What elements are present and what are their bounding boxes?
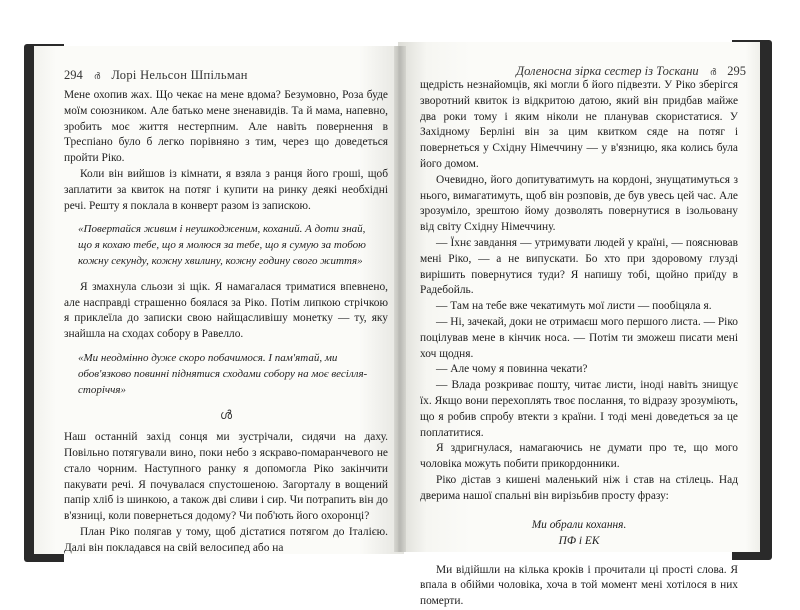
carved-initials: ПФ і ЕК	[558, 534, 600, 547]
running-title: Лорі Нельсон Шпільман	[111, 68, 248, 82]
paragraph: План Ріко полягав у тому, щоб дістатися потягом до Італією. Далі він покладався на свій велосипед або на	[64, 525, 388, 554]
page-number: 294	[64, 68, 83, 82]
paragraph: Ми відійшли на кілька кроків і прочитали ці прості слова. Я впала в обійми чоловіка, хоча в той момент мені хотілося в них померти.	[420, 563, 738, 608]
section-break-ornament-icon: ൾ	[219, 408, 233, 423]
paragraph: — Їхнє завдання — утримувати людей у країні, — пояснював мені Ріко, — а не випускати. Бо хто при здоровому глузді вирішить повернутися туди? Я напишу тобі, щойно приїду в Радебойль.	[420, 236, 738, 297]
paragraph: Коли він вийшов із кімнати, я взяла з ранця його гроші, щоб заплатити за квиток на потяг і купити на ринку деякі необхідні речі. Решту я поклала в конверт разом із запискою.	[64, 167, 388, 212]
left-page-text	[64, 88, 388, 557]
paragraph: — Ні, зачекай, доки не отримаєш мого першого листа. — Ріко поцілував мене в кінчик носа. — Потім ти зможеш писати мені хоч щодня.	[420, 315, 738, 360]
left-page	[34, 46, 404, 554]
paragraph: Я здригнулася, намагаючись не думати про те, що мого чоловіка можуть побити прикордонники.	[420, 442, 738, 471]
book-gutter	[394, 46, 406, 552]
running-title: Доленосна зірка сестер із Тоскани	[516, 64, 699, 78]
paragraph: Наш останній захід сонця ми зустрічали, сидячи на даху. Повільно потягували вино, поки небо з яскраво-помаранчевого не стало чорним. Наступного ранку я допомогла Ріко закінчити пакувати речі. Я почувалася спустошеною. Загорталу в вощений папір хліб із шинкою, а також дві сливи і сир. Чи потрапить він до в'язниці, коли повернеться додому? Чи поб'ють його охоронці?	[64, 431, 388, 523]
header-ornament-icon: ർ	[93, 70, 101, 81]
left-page-header	[64, 68, 248, 83]
page-number: 295	[727, 64, 746, 78]
paragraph: — Влада розкриває пошту, читає листи, іноді навіть знищує їх. Якщо вони перехоплять твоє послання, то відразу зрозуміють, що я робив спробу втекти з країни. І тоді мені доведеться за це поплатитися.	[420, 379, 738, 439]
paragraph: Я змахнула сльози зі щік. Я намагалася триматися впевнено, але насправді страшенно боялася за Ріко. Потім липкою стрічкою я приклеїла до записки свою найщасливішу монетку — ту, яку знайшла на сходах собору в Равелло.	[64, 280, 388, 341]
paragraph: — Там на тебе вже чекатимуть мої листи — пообіцяла я.	[436, 300, 712, 313]
right-page-header	[516, 64, 746, 79]
carved-phrase	[420, 517, 738, 549]
note-quote: «Ми неодмінно дуже скоро побачимося. І пам'ятай, ми обов'язково повинні піднятися сходами собору на моє весілля-сторіччя»	[78, 351, 368, 396]
paragraph: Ріко дістав з кишені маленький ніж і став на стілець. Над дверима нашої спальні він вирізьбив просту фразу:	[420, 473, 738, 502]
header-ornament-icon: ർ	[709, 66, 717, 77]
paragraph: щедрість незнайомців, які могли б його підвезти. У Ріко зберігся зворотний квиток із відкритою датою, який він придбав майже два роки тому і яким ніколи не планував скористатися. У Західному Берліні він за цим квитком сяде на потяг і повернеться у Східну Німеччину — у в'язницю, яка колись була його домом.	[420, 79, 738, 170]
paragraph: Мене охопив жах. Що чекає на мене вдома? Безумовно, Роза буде моїм союзником. Але батько мене зненавидів. Та й мама, напевно, зробить моє життя нестерпним. Але навіть повернення в Треспіано було б легко порівняно з тим, через що доведеться пройти Ріко.	[64, 89, 388, 165]
paragraph: Очевидно, його допитуватимуть на кордоні, знущатимуться з нього, вимагатимуть, щоб він розповів, де був увесь цей час. Але зрозуміло, зрештою йому дозволять повернутися в ізольовану від світу Східну Німеччину.	[420, 173, 738, 234]
carved-phrase-line: Ми обрали кохання.	[531, 518, 627, 531]
right-page-text	[420, 78, 738, 610]
right-page	[398, 42, 760, 608]
note-quote: «Повертайся живим і неушкодженим, коханий. А доти знай, що я кохаю тебе, що я молюся за тебе, що я сумую за тобою кожну секунду, кожну хвилину, кожну годину свого життя»	[78, 223, 366, 267]
paragraph: — Але чому я повинна чекати?	[436, 363, 588, 376]
